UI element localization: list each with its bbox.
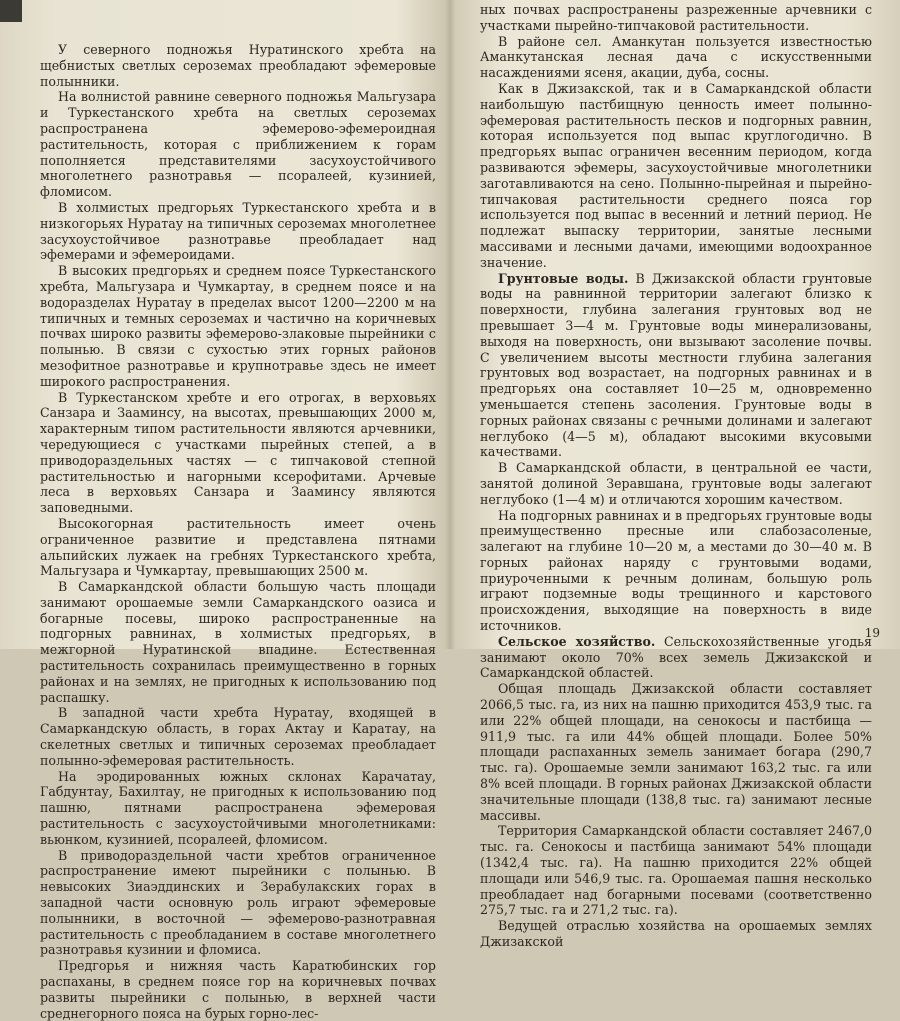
agriculture-paragraph — [480, 634, 872, 681]
paragraph: Ведущей отраслью хозяйства на орошаемых землях Джизакской — [480, 918, 872, 950]
paragraph: В приводораздельной части хребтов ограниченное распространение имеют пырейники с полынью. В невысоких Зиаэддинских и Зерабулакских горах в западной части основную роль играют эфемеровые полынники, в восточной — эфемерово-разнотравная растительность с преобладанием в составе многолетнего разнотравья кузинии и фломиса. — [40, 847, 436, 958]
section-text: В Джизакской области грунтовые воды на равнинной территории залегают близко к поверхности, глубина залегания грунтовых вод не превышает 3—4 м. Грунтовые воды минерализованы, выходя на поверхность, они вызывают засоление почвы. С увеличением высоты местности глубина залегания грунтовых вод возрастает, на подгорных равнинах и в предгорьях она составляет 10—25 м, одновременно уменьшается степень засоления. Грунтовые воды в горных районах связаны с речными долинами и залегают неглубоко (4—5 м), обладают высокими вкусовыми качествами. — [480, 270, 873, 460]
page-number: 19 — [864, 626, 880, 640]
groundwater-paragraph — [480, 271, 872, 461]
paragraph-continuation: ных почвах распространены разреженные арчевники с участками пырейно-типчаковой растительности. — [480, 2, 872, 33]
paragraph: В холмистых предгорьях Туркестанского хребта и в низкогорьях Нуратау на типичных сероземах многолетнее засухоустойчивое разнотравье преобладает над эфемерами и эфемероидами. — [40, 199, 436, 263]
paragraph: Территория Самаркандской области составляет 2467,0 тыс. га. Сенокосы и пастбища занимают 54% площади (1342,4 тыс. га). На пашню приходится 22% общей площади или 546,9 тыс. га. Орошаемая пашня несколько преобладает над богарными посевами (соответственно 275,7 тыс. га и 271,2 тыс. га). — [480, 823, 872, 918]
paragraph: В высоких предгорьях и среднем поясе Туркестанского хребта, Мальгузара и Чумкартау, в среднем поясе и на водоразделах Нуратау в пределах высот 1200—2200 м на типичных и темных сероземах и частично на коричневых почвах широко развиты эфемерово-злаковые пырейники с полынью. В связи с сухостью этих горных районов мезофитное разнотравье и крупнотравье здесь не имеет широкого распространения. — [40, 263, 436, 389]
paragraph: Общая площадь Джизакской области составляет 2066,5 тыс. га, из них на пашню приходится 453,9 тыс. га или 22% общей площади, на сенокосы и пастбища — 911,9 тыс. га или 44% общей площади. Более 50% площади распаханных земель занимает богара (290,7 тыс. га). Орошаемые земли занимают 163,2 тыс. га или 8% всей площади. В горных районах Джизакской области значительные площади (138,8 тыс. га) занимают лесные массивы. — [480, 681, 872, 823]
left-page — [40, 0, 436, 1021]
right-page — [480, 0, 873, 950]
paragraph: В западной части хребта Нуратау, входящей в Самаркандскую область, в горах Актау и Каратау, на скелетных светлых и типичных сероземах преобладает полынно-эфемеровая растительность. — [40, 705, 436, 768]
section-text: Сельскохозяйственные угодья занимают около 70% всех земель Джизакской и Самаркандской областей. — [480, 633, 872, 681]
paragraph: На волнистой равнине северного подножья Мальгузара и Туркестанского хребта на светлых сероземах распространена эфемерово-эфемероидная растительность, которая с приближением к горам пополняется представителями засухоустойчивого многолетнего разнотравья — псоралеей, кузинией, фломисом. — [40, 89, 436, 200]
paragraph: В районе сел. Аманкутан пользуется известностью Аманкутанская лесная дача с искусственными насаждениями ясеня, акации, дуба, сосны. — [480, 33, 872, 81]
section-heading-groundwater: Грунтовые воды. — [498, 270, 629, 286]
paragraph: В Туркестанском хребте и его отрогах, в верховьях Санзара и Зааминсу, на высотах, превышающих 2000 м, характерным типом растительности являются арчевники, чередующиеся с участками пырейных степей, а в приводораздельных частях — с типчаковой степной растительностью и нагорными ксерофитами. Арчевые леса в верховьях Санзара и Зааминсу являются заповедными. — [40, 389, 436, 516]
paragraph: Высокогорная растительность имеет очень ограниченное развитие и представлена пятнами альпийских лужаек на гребнях Туркестанского хребта, Мальгузара и Чумкартау, превышающих 2500 м. — [40, 515, 436, 579]
paragraph: На эродированных южных склонах Карачатау, Габдунтау, Бахилтау, не пригодных к использованию под пашню, пятнами распространена эфемеровая растительность с засухоустойчивыми многолетниками: вьюнком, кузинией, псоралеей, фломисом. — [40, 768, 436, 847]
scan-corner — [0, 0, 22, 22]
paragraph: У северного подножья Нуратинского хребта на щебнистых светлых сероземах преобладают эфемеровые полынники. — [40, 42, 436, 89]
paragraph: Предгорья и нижняя часть Каратюбинских гор распаханы, в среднем поясе гор на коричневых почвах развиты пырейники с полынью, в верхней части среднегорного пояса на бурых горно-лес- — [40, 958, 436, 1021]
paragraph: В Самаркандской области, в центральной ее части, занятой долиной Зеравшана, грунтовые воды залегают неглубоко (1—4 м) и отличаются хорошим качеством. — [480, 460, 872, 507]
paragraph: В Самаркандской области большую часть площади занимают орошаемые земли Самаркандского оазиса и богарные посевы, широко распространенные на подгорных равнинах, в холмистых предгорьях, в межгорной Нуратинской впадине. Естественная растительность сохранилась преимущественно в горных районах и на землях, не пригодных к использованию под распашку. — [40, 579, 436, 705]
paragraph: На подгорных равнинах и в предгорьях грунтовые воды преимущественно пресные или слабозасоленые, залегают на глубине 10—20 м, а местами до 30—40 м. В горных районах наряду с грунтовыми водами, приуроченными к речным долинам, большую роль играют подземные воды трещинного и карстового происхождения, выходящие на поверхность в виде источников. — [480, 507, 872, 634]
paragraph: Как в Джизакской, так и в Самаркандской области наибольшую пастбищную ценность имеет полынно-эфемеровая растительность песков и подгорных равнин, которая используется под выпас круглогодично. В предгорьях выпас ограничен весенним периодом, когда развиваются эфемеры, засухоустойчивые многолетники заготавливаются на сено. Полынно-пырейная и пырейно-типчаковая растительности среднего пояса гор используется под выпас в весенний и летний период. Не подлежат выпаску территории, занятые лесными массивами и лесными дачами, имеющими водоохранное значение. — [480, 80, 872, 270]
section-heading-agriculture: Сельское хозяйство. — [498, 633, 656, 649]
